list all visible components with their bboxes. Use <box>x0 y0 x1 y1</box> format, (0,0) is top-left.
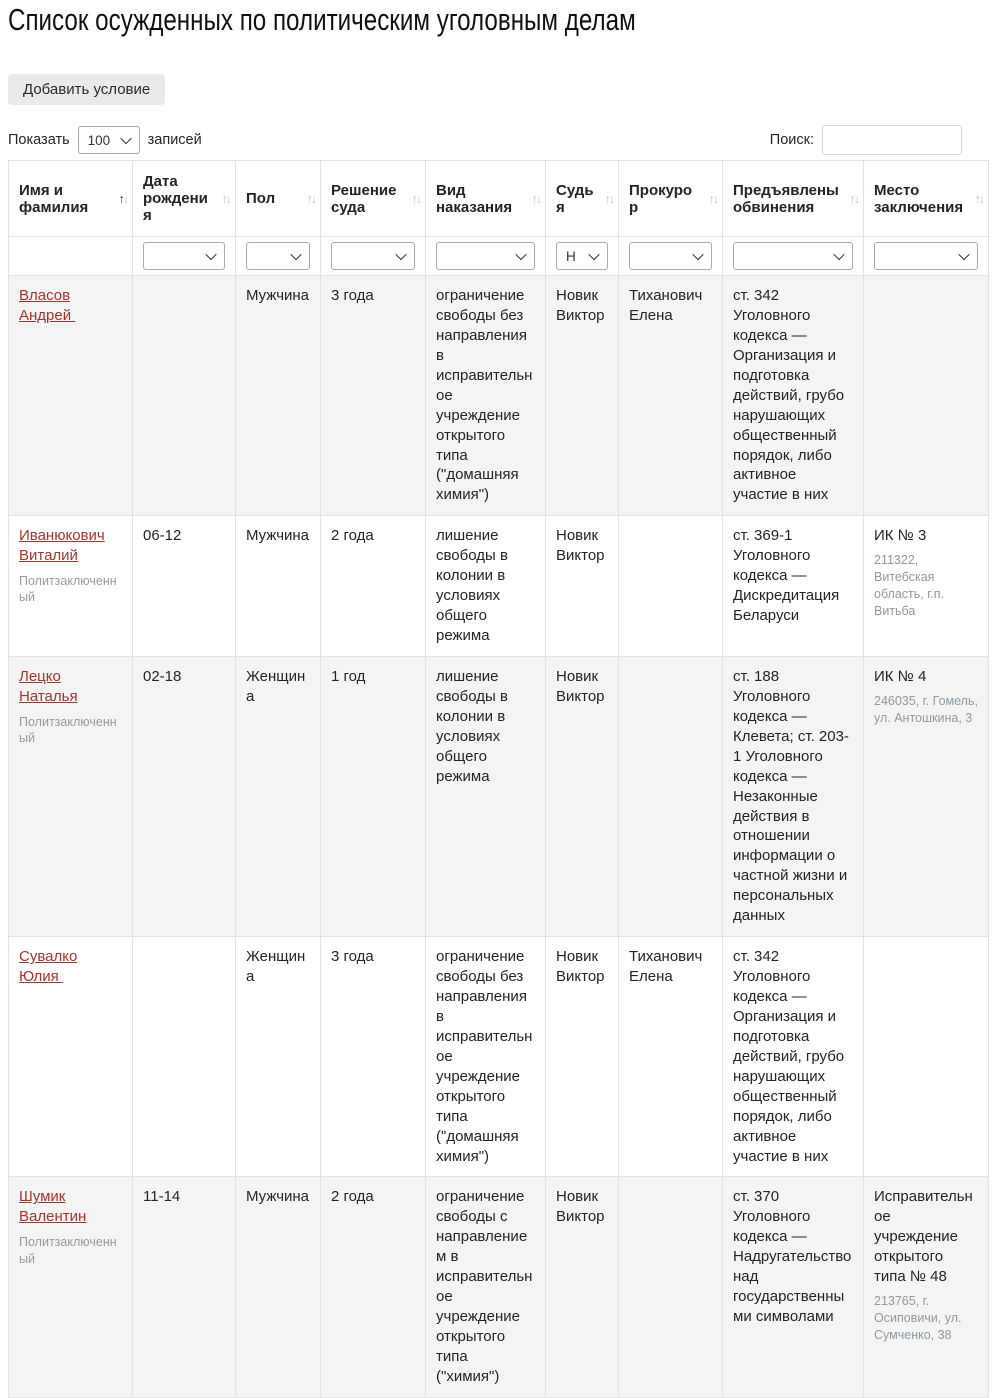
cell-gender <box>236 1177 321 1397</box>
page-length-value: 100 <box>87 132 111 148</box>
charges: ст. 188 Уголовного кодекса — Клевета; ст. 203-1 Уголовного кодекса — Незаконные действия в отношении информации о частной жизни и персональных данных <box>733 667 849 925</box>
cell-birth-date <box>133 1177 236 1397</box>
cell-name <box>9 276 133 516</box>
column-header-prosecutor[interactable] <box>619 161 723 237</box>
cell-gender <box>236 516 321 657</box>
person-link[interactable]: Шумик Валентин <box>19 1188 87 1226</box>
gender: Мужчина <box>246 527 310 545</box>
punishment-type: ограничение свободы без направления в исправительное учреждение открытого типа ("домашняя химия") <box>436 948 533 1165</box>
cell-charges <box>723 656 864 936</box>
filter-cell-name <box>9 237 133 276</box>
table-row <box>9 656 989 936</box>
person-link[interactable]: Лецко Наталья <box>19 667 78 705</box>
column-label: Прокурор <box>629 181 693 216</box>
filter-cell-detention-place <box>864 237 989 276</box>
judge: Новик Виктор <box>556 948 605 986</box>
cell-detention-place <box>864 656 989 936</box>
charges: ст. 370 Уголовного кодекса — Надругательство над государственными символами <box>733 1188 852 1326</box>
filter-select-prosecutor[interactable] <box>629 242 712 270</box>
table-row <box>9 516 989 657</box>
search-input[interactable] <box>822 125 962 155</box>
chevron-down-icon <box>588 249 599 260</box>
cell-punishment-type <box>426 656 546 936</box>
judge: Новик Виктор <box>556 667 605 705</box>
chevron-down-icon <box>833 249 844 260</box>
chevron-down-icon <box>120 133 131 144</box>
birth-date: 06-12 <box>143 527 182 545</box>
judge: Новик Виктор <box>556 287 605 324</box>
prisoner-status-tag: Политзаключенный <box>19 574 117 605</box>
add-condition-button[interactable]: Добавить условие <box>8 74 165 105</box>
column-label: Место заключения <box>874 181 964 216</box>
punishment-type: лишение свободы в колонии в условиях общего режима <box>436 527 508 644</box>
cell-name <box>9 516 133 657</box>
birth-date: 11-14 <box>143 1188 181 1206</box>
cell-detention-place <box>864 276 989 516</box>
court-decision: 3 года <box>331 948 374 966</box>
table-row <box>9 937 989 1177</box>
person-link[interactable]: Иванюкович Виталий <box>19 527 105 565</box>
cell-judge <box>546 937 619 1177</box>
judge: Новик Виктор <box>556 527 605 565</box>
cell-charges <box>723 516 864 657</box>
filter-select-detention-place[interactable] <box>874 242 978 270</box>
filter-value: Н <box>566 248 576 264</box>
chevron-down-icon <box>958 249 969 260</box>
sort-icon[interactable]: ↑↓ <box>306 191 315 206</box>
chevron-down-icon <box>395 249 406 260</box>
page-length-select[interactable] <box>78 126 140 154</box>
filter-select-court-decision[interactable] <box>331 242 415 270</box>
prisoner-status-tag: Политзаключенный <box>19 714 117 746</box>
court-decision: 2 года <box>331 527 374 545</box>
cell-judge <box>546 276 619 516</box>
column-label: Судья <box>556 181 594 216</box>
punishment-type: ограничение свободы с направлением в исправительное учреждение открытого типа ("химия") <box>436 1188 533 1385</box>
cell-prosecutor <box>619 276 723 516</box>
detention-place-address: 213765, г. Осиповичи, ул. Сумченко, 38 <box>874 1294 962 1342</box>
cell-detention-place <box>864 516 989 657</box>
charges: ст. 342 Уголовного кодекса — Организация и подготовка действий, грубо нарушающих общественный порядок, либо активное участие в них <box>733 948 845 1165</box>
cell-court-decision <box>321 276 426 516</box>
prosecutor: Тиханович Елена <box>629 287 703 324</box>
cell-prosecutor <box>619 1177 723 1397</box>
cell-gender <box>236 937 321 1177</box>
filter-select-punishment-type[interactable] <box>436 242 535 270</box>
table-row <box>9 1177 989 1397</box>
filter-select-charges[interactable] <box>733 242 853 270</box>
column-label: Решение суда <box>331 181 397 216</box>
cell-judge <box>546 656 619 936</box>
cell-punishment-type <box>426 937 546 1177</box>
punishment-type: лишение свободы в колонии в условиях общего режима <box>436 667 508 785</box>
filter-cell-gender <box>236 237 321 276</box>
sort-icon[interactable]: ↑↓ <box>708 191 717 206</box>
sort-icon[interactable]: ↑↓ <box>849 191 858 206</box>
detention-place-address: 211322, Витебская область, г.п. Витьба <box>874 553 944 618</box>
sort-icon[interactable]: ↑↓ <box>221 191 230 206</box>
court-decision: 3 года <box>331 287 374 304</box>
filter-cell-punishment-type <box>426 237 546 276</box>
cell-gender <box>236 276 321 516</box>
cell-court-decision <box>321 1177 426 1397</box>
cell-detention-place <box>864 937 989 1177</box>
cell-detention-place <box>864 1177 989 1397</box>
charges: ст. 342 Уголовного кодекса — Организация и подготовка действий, грубо нарушающих общественный порядок, либо активное участие в них <box>733 287 845 504</box>
cell-charges <box>723 1177 864 1397</box>
cell-judge <box>546 1177 619 1397</box>
person-link[interactable]: Власов Андрей <box>19 287 76 324</box>
cell-name <box>9 656 133 936</box>
detention-place: ИК № 3 <box>874 527 927 545</box>
gender: Женщина <box>246 667 306 705</box>
gender: Мужчина <box>246 1188 310 1206</box>
cell-punishment-type <box>426 276 546 516</box>
cell-prosecutor <box>619 516 723 657</box>
filter-cell-charges <box>723 237 864 276</box>
column-label: Предъявлены обвинения <box>733 181 839 216</box>
page-length-control <box>8 126 202 154</box>
filter-select-birth-date[interactable] <box>143 242 225 270</box>
search-label: Поиск: <box>769 132 814 148</box>
page-title: Список осужденных по политическим уголовным делам <box>8 2 636 37</box>
punishment-type: ограничение свободы без направления в исправительное учреждение открытого типа ("домашняя химия") <box>436 287 533 504</box>
sort-icon[interactable]: ↑↓ <box>974 191 983 206</box>
table-controls <box>8 125 990 155</box>
prosecutor: Тиханович Елена <box>629 948 703 986</box>
cell-charges <box>723 276 864 516</box>
sort-icon[interactable]: ↑↓ <box>118 191 127 206</box>
filter-cell-court-decision <box>321 237 426 276</box>
header-row <box>9 161 989 237</box>
search-control <box>770 125 990 155</box>
filter-cell-judge <box>546 237 619 276</box>
cell-punishment-type <box>426 516 546 657</box>
cell-punishment-type <box>426 1177 546 1397</box>
chevron-down-icon <box>515 249 526 260</box>
detention-place-address: 246035, г. Гомель, ул. Антошкина, 3 <box>874 693 978 725</box>
court-decision: 1 год <box>331 667 366 685</box>
sort-icon[interactable]: ↑↓ <box>411 191 420 206</box>
detention-place: Исправительное учреждение открытого типа № 48 <box>874 1188 973 1286</box>
column-header-birth-date[interactable] <box>133 161 236 237</box>
cell-court-decision <box>321 516 426 657</box>
charges: ст. 369-1 Уголовного кодекса — Дискредитация Беларуси <box>733 527 840 625</box>
prisoner-status-tag: Политзаключенный <box>19 1235 117 1266</box>
cell-prosecutor <box>619 656 723 936</box>
column-label: Вид наказания <box>436 181 513 216</box>
cell-gender <box>236 656 321 936</box>
judge: Новик Виктор <box>556 1188 605 1226</box>
filter-select-gender[interactable] <box>246 242 310 270</box>
table-row <box>9 276 989 516</box>
column-header-judge[interactable] <box>546 161 619 237</box>
column-header-punishment-type[interactable] <box>426 161 546 237</box>
convicts-table <box>8 160 989 1398</box>
gender: Женщина <box>246 948 306 986</box>
person-link[interactable]: Сувалко Юлия <box>19 948 78 986</box>
sort-icon[interactable]: ↑↓ <box>604 191 613 206</box>
records-label: записей <box>147 132 202 148</box>
cell-birth-date <box>133 656 236 936</box>
filter-cell-birth-date <box>133 237 236 276</box>
column-label: Пол <box>246 190 276 207</box>
cell-prosecutor <box>619 937 723 1177</box>
cell-birth-date <box>133 516 236 657</box>
cell-judge <box>546 516 619 657</box>
column-header-detention-place[interactable] <box>864 161 989 237</box>
filter-row <box>9 237 989 276</box>
table-body <box>9 276 989 1398</box>
cell-name <box>9 1177 133 1397</box>
chevron-down-icon <box>205 249 216 260</box>
court-decision: 2 года <box>331 1188 374 1206</box>
gender: Мужчина <box>246 287 310 304</box>
chevron-down-icon <box>692 249 703 260</box>
cell-name <box>9 937 133 1177</box>
filter-select-judge[interactable] <box>556 242 608 270</box>
chevron-down-icon <box>290 249 301 260</box>
column-header-charges[interactable] <box>723 161 864 237</box>
filter-cell-prosecutor <box>619 237 723 276</box>
cell-court-decision <box>321 656 426 936</box>
cell-birth-date <box>133 937 236 1177</box>
cell-charges <box>723 937 864 1177</box>
column-label: Дата рождения <box>143 173 208 224</box>
cell-birth-date <box>133 276 236 516</box>
column-header-name[interactable] <box>9 161 133 237</box>
cell-court-decision <box>321 937 426 1177</box>
column-header-gender[interactable] <box>236 161 321 237</box>
column-header-court-decision[interactable] <box>321 161 426 237</box>
show-label: Показать <box>8 132 70 148</box>
column-label: Имя и фамилия <box>19 181 89 216</box>
detention-place: ИК № 4 <box>874 667 927 685</box>
birth-date: 02-18 <box>143 667 182 685</box>
sort-icon[interactable]: ↑↓ <box>531 191 540 206</box>
